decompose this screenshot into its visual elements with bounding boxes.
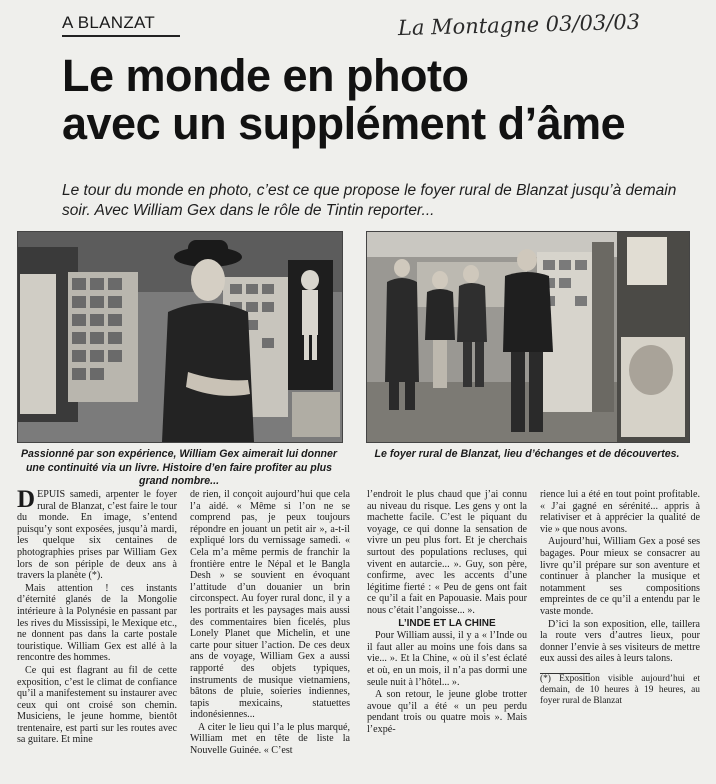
article-subheading: L’INDE ET LA CHINE: [398, 617, 496, 629]
drop-cap: D: [17, 489, 36, 513]
headline-line-2: avec un supplément d’âme: [62, 98, 626, 149]
handwritten-source-note: La Montagne 03/03/03: [397, 9, 641, 41]
article-paragraph: rience lui a été en tout point profitable. « J’ai gagné en sérénité... appris à relativiser et à apprécier la qualité de vie » que nous avons.: [540, 489, 700, 535]
article-column-4: [540, 489, 700, 784]
photo-william-gex: [17, 231, 343, 443]
headline: [62, 52, 702, 148]
headline-line-1: Le monde en photo: [62, 50, 469, 101]
article-paragraph: l’endroit le plus chaud que j’ai connu au niveau du risque. Les gens y ont la machette facile. C’est le piquant du voyage, ce qui donne la sensation de vivre un peu plus fort. Et je cherchais surtout des populations recluses, qui vivent en autarcie... ». Guy, son père, confirme, avec les accents d’une légitime fierté : « Peu de gens ont fait ce qu’il a fait en Papouasie. Mais pour nous c’était l’angoisse... ».: [367, 489, 527, 616]
article-paragraph: de rien, il conçoit aujourd’hui que cela l’a aidé. « Même si l’on ne se comprend pas, je peux toujours répondre en jouant un petit air », a-t-il expliqué lors du vernissage samedi. « Cela m’a même permis de franchir la frontière entre le Népal et le Bangla Desh » se souvient en évoquant l’attitude d’un douanier un brin circonspect. Au foyer rural donc, il y a les portraits et les paysages mais aussi des commentaires bien ficelés, plus Lonely Planet que Michelin, et une carte pour situer l’action. De ces deux ans de voyage, William Gex a aussi rapporté des objets typiques, instruments de musique vietnamiens, bâtons de pluie, soieries indiennes, tapis mexicains, statuettes indonésiennes...: [190, 489, 350, 721]
caption-right: Le foyer rural de Blanzat, lieu d’échanges et de découvertes.: [374, 448, 680, 460]
caption-left: Passionné par son expérience, William Gex aimerait lui donner une continuité via un livre. Histoire d’en faire profiter au plus grand nombre...: [20, 448, 338, 488]
article-paragraph: A citer le lieu qui l’a le plus marqué, William met en tête de liste la Nouvelle Guinée. « C’est: [190, 721, 350, 757]
photo-foyer-rural: [366, 231, 690, 443]
article-column-3: [367, 489, 527, 784]
article-paragraph: Aujourd’hui, William Gex a posé ses bagages. Pour mieux se consacrer au livre qu’il prépare sur son aventure et continuer à plancher la musique et notamment ses compositions empreintes de ce qu’il a entendu par le vaste monde.: [540, 536, 700, 617]
lede-paragraph: Le tour du monde en photo, c’est ce que propose le foyer rural de Blanzat jusqu’à demain soir. Avec William Gex dans le rôle de Tintin reporter...: [62, 182, 677, 219]
article-paragraph: A son retour, le jeune globe trotter avoue qu’il a été « un peu perdu pendant trois ou quatre mois ». Mais l’expé-: [367, 689, 527, 735]
footnote: (*) Exposition visible aujourd’hui et demain, de 10 heures à 19 heures, au foyer rural de Blanzat: [540, 673, 700, 706]
photo-foyer-rural-image: [367, 232, 689, 442]
article-column-2: [190, 489, 350, 784]
article-paragraph: D’ici la son exposition, elle, taillera la route vers d’autres lieux, pour donner l’envie à ses visiteurs de mettre eux aussi des ailes à leurs talons.: [540, 618, 700, 665]
article-paragraph: Ce qui est flagrant au fil de cette exposition, c’est le climat de confiance qu’il a manifestement su instaurer avec ceux qui ont croisé son chemin. Musiciens, le jeune homme, bientôt trentenaire, est parti sur les routes avec sa guitare. Et mine: [17, 664, 177, 746]
article-paragraph: Pour William aussi, il y a « l’Inde ou il faut aller au moins une fois dans sa vie... ». Et la Chine, « où il s’est éclaté et où, en un mois, il n’a pas dormi une seule nuit à l’hôtel... ».: [367, 630, 527, 688]
photo-william-gex-image: [18, 232, 342, 442]
article-paragraph: Mais attention ! ces instants d’éternité glanés de la Mongolie intérieure à la Polynésie en passant par les rives du Mississipi, le Mexique etc., ne donnent pas dans la carte postale touristique. William Gex est allé à la rencontre des hommes.: [17, 582, 177, 664]
section-tag: A BLANZAT: [62, 13, 180, 37]
article-column-1: [17, 489, 177, 784]
article-paragraph: DEPUIS samedi, arpenter le foyer rural de Blanzat, c’est faire le tour du monde. En image, s’entend puisqu’y sont exposées, jusqu’à mardi, les quelque six centaines de photographies prises par William Gex lors de son périple de deux ans à travers la planète (*).: [17, 489, 177, 582]
